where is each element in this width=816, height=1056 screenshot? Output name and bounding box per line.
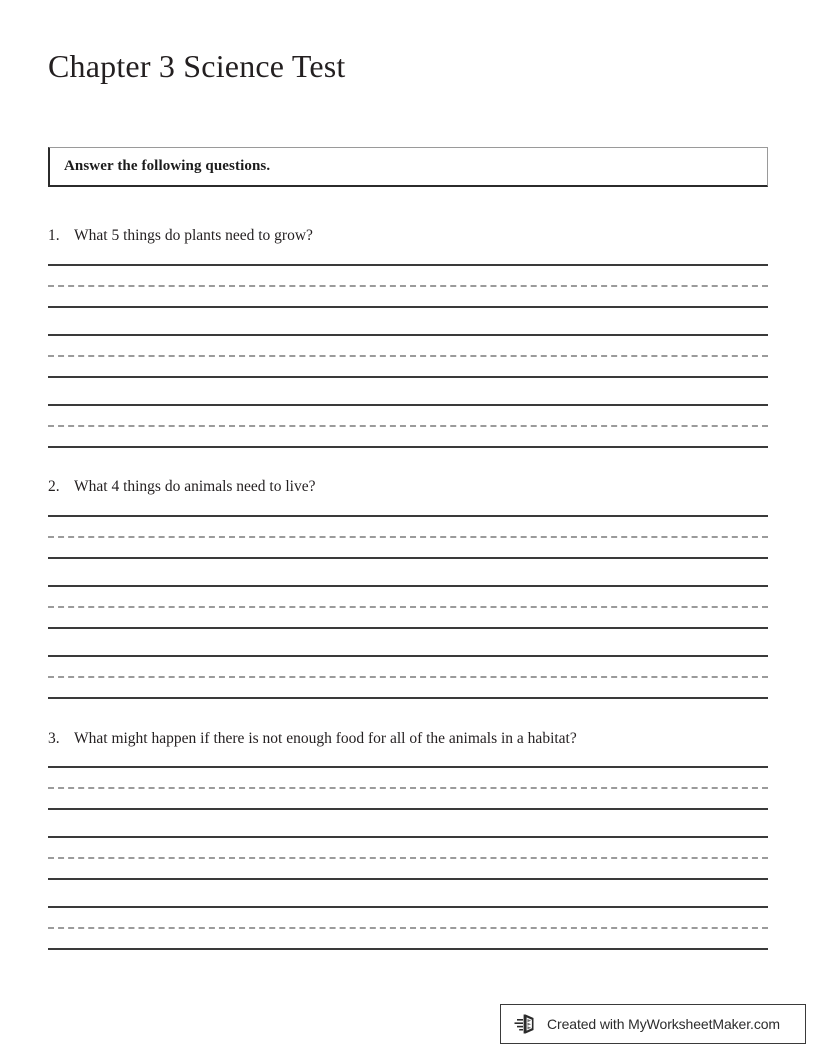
writing-line-baseline (48, 376, 768, 378)
writing-line-baseline (48, 446, 768, 448)
answer-line-group[interactable] (48, 404, 768, 448)
writing-line-top (48, 906, 768, 908)
writing-line-midline (48, 787, 768, 789)
question-1-text: What 5 things do plants need to grow? (74, 227, 313, 244)
writing-line-baseline (48, 306, 768, 308)
writing-line-top (48, 655, 768, 657)
question-3-number: 3. (48, 730, 60, 747)
worksheet-maker-logo-icon (513, 1012, 539, 1036)
writing-line-midline (48, 927, 768, 929)
answer-line-group[interactable] (48, 836, 768, 880)
writing-line-top (48, 515, 768, 517)
badge-label: Created with MyWorksheetMaker.com (547, 1016, 780, 1032)
writing-line-baseline (48, 697, 768, 699)
writing-line-baseline (48, 878, 768, 880)
instruction-text: Answer the following questions. (64, 158, 271, 174)
answer-line-group[interactable] (48, 766, 768, 810)
answer-line-group[interactable] (48, 334, 768, 378)
writing-line-top (48, 836, 768, 838)
writing-line-midline (48, 606, 768, 608)
page-title: Chapter 3 Science Test (48, 48, 346, 84)
instruction-box (48, 147, 768, 187)
answer-line-group[interactable] (48, 515, 768, 559)
question-1-number: 1. (48, 227, 60, 244)
question-2 (48, 477, 770, 497)
question-2-number: 2. (48, 478, 60, 495)
worksheet-maker-badge[interactable] (500, 1004, 806, 1044)
answer-lines-question-2[interactable] (48, 515, 768, 699)
writing-line-top (48, 334, 768, 336)
writing-line-baseline (48, 557, 768, 559)
answer-line-group[interactable] (48, 585, 768, 629)
writing-line-midline (48, 425, 768, 427)
writing-line-midline (48, 536, 768, 538)
writing-line-baseline (48, 627, 768, 629)
writing-line-midline (48, 857, 768, 859)
question-1-row (48, 226, 770, 246)
answer-line-group[interactable] (48, 906, 768, 950)
writing-line-midline (48, 285, 768, 287)
question-1 (48, 226, 770, 246)
writing-line-top (48, 404, 768, 406)
question-3 (48, 729, 770, 749)
writing-line-baseline (48, 808, 768, 810)
answer-lines-question-3[interactable] (48, 766, 768, 950)
writing-line-midline (48, 676, 768, 678)
answer-lines-question-1[interactable] (48, 264, 768, 448)
writing-line-baseline (48, 948, 768, 950)
question-2-row (48, 477, 770, 497)
writing-line-top (48, 585, 768, 587)
answer-line-group[interactable] (48, 655, 768, 699)
question-3-row (48, 729, 770, 749)
question-2-text: What 4 things do animals need to live? (74, 478, 316, 495)
writing-line-midline (48, 355, 768, 357)
answer-line-group[interactable] (48, 264, 768, 308)
writing-line-top (48, 766, 768, 768)
writing-line-top (48, 264, 768, 266)
question-3-text: What might happen if there is not enough food for all of the animals in a habitat? (74, 730, 577, 747)
